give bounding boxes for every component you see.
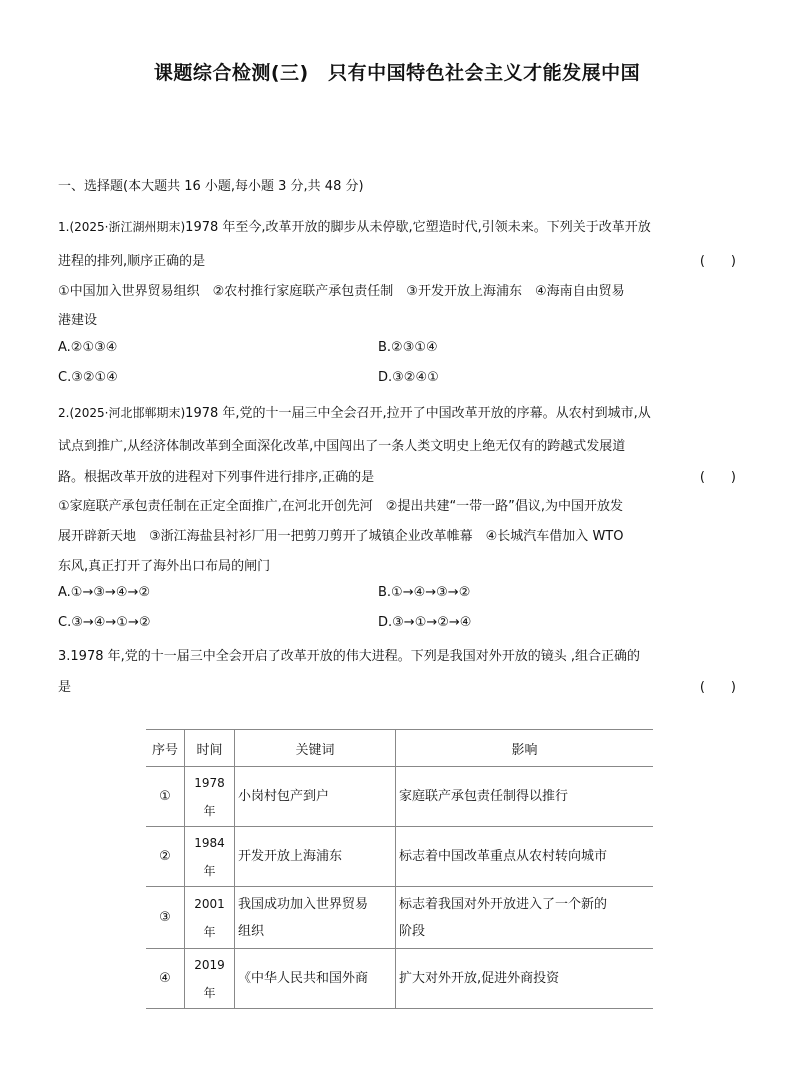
q1-option-d: D.③②④①: [378, 370, 439, 385]
q1-option-b: B.②③①④: [378, 340, 438, 355]
table-row: [146, 949, 653, 1009]
row-year-unit: 年: [203, 803, 216, 818]
row-keyword: [235, 887, 396, 949]
q2-option-c: C.③→④→①→②: [58, 615, 151, 630]
row-keyword-line: 我国成功加入世界贸易: [238, 896, 369, 912]
row-effect: [396, 949, 654, 1009]
table-header-effect: 影响: [396, 730, 654, 767]
q3-line-2: 是: [58, 680, 72, 695]
row-year: [185, 887, 235, 949]
q3-table: [146, 729, 653, 1009]
q1-option-a: A.②①③④: [58, 340, 118, 355]
row-number: ①: [146, 767, 185, 827]
row-effect-line: 标志着我国对外开放进入了一个新的: [399, 896, 608, 912]
row-year-unit: 年: [203, 863, 216, 878]
row-keyword: [235, 827, 396, 887]
q2-option-b: B.①→④→③→②: [378, 585, 471, 600]
section-heading: 一、选择题(本大题共 16 小题,每小题 3 分,共 48 分): [58, 179, 364, 194]
q2-source: 2.(2025·河北邯郸期末): [58, 406, 186, 420]
row-year: [185, 949, 235, 1009]
q1-source: 1.(2025·浙江湖州期末): [58, 220, 186, 234]
row-keyword: [235, 949, 396, 1009]
q1-option-c: C.③②①④: [58, 370, 118, 385]
table-row: [146, 827, 653, 887]
row-number: ③: [146, 887, 185, 949]
row-keyword-line: 小岗村包产到户: [238, 789, 330, 804]
row-keyword: [235, 767, 396, 827]
table-row: [146, 767, 653, 827]
row-number: ④: [146, 949, 185, 1009]
q2-option-a: A.①→③→④→②: [58, 585, 151, 600]
q2-line-6: 东风,真正打开了海外出口布局的闸门: [58, 559, 271, 574]
q2-stem-start: 1978 年,党的十一届三中全会召开,拉开了中国改革开放的序幕。从农村到城市,从: [185, 406, 651, 421]
q1-answer-paren: ( ): [699, 254, 736, 269]
row-effect-line: 阶段: [399, 923, 426, 939]
q3-line-1: 3.1978 年,党的十一届三中全会开启了改革开放的伟大进程。下列是我国对外开放的镜头 ,组合正确的: [58, 649, 641, 664]
row-year-value: 2019: [194, 957, 225, 972]
row-effect: [396, 767, 654, 827]
table-header-no: 序号: [146, 730, 185, 767]
q1-stem-start: 1978 年至今,改革开放的脚步从未停歇,它塑造时代,引领未来。下列关于改革开放: [185, 220, 651, 235]
q1-line-1: [58, 216, 738, 235]
table-header-time: 时间: [185, 730, 235, 767]
q1-line-4: 港建设: [58, 313, 98, 328]
row-effect-line: 家庭联产承包责任制得以推行: [399, 789, 569, 804]
q2-line-1: [58, 402, 738, 421]
row-number: ②: [146, 827, 185, 887]
row-year: [185, 767, 235, 827]
row-effect: [396, 827, 654, 887]
table-row: [146, 887, 653, 949]
q2-line-2: 试点到推广,从经济体制改革到全面深化改革,中国闯出了一条人类文明史上绝无仅有的跨越式发展道: [58, 439, 626, 454]
row-year-value: 1984: [194, 835, 225, 850]
row-effect-line: 扩大对外开放,促进外商投资: [399, 971, 560, 986]
table-header-row: [146, 730, 653, 767]
row-effect: [396, 887, 654, 949]
q2-answer-paren: ( ): [699, 470, 736, 485]
q1-line-3: ①中国加入世界贸易组织 ②农村推行家庭联产承包责任制 ③开发开放上海浦东 ④海南自由贸易: [58, 284, 625, 299]
row-year-unit: 年: [203, 924, 216, 939]
row-year-value: 1978: [194, 775, 225, 790]
page-title: 课题综合检测(三) 只有中国特色社会主义才能发展中国: [153, 62, 641, 84]
row-keyword-line: 组织: [238, 923, 265, 939]
row-effect-line: 标志着中国改革重点从农村转向城市: [399, 849, 608, 864]
table-header-keyword: 关键词: [235, 730, 396, 767]
q2-line-4: ①家庭联产承包责任制在正定全面推广,在河北开创先河 ②提出共建“一带一路”倡议,为中国开放发: [58, 499, 624, 514]
q2-line-3: 路。根据改革开放的进程对下列事件进行排序,正确的是: [58, 470, 375, 485]
row-year: [185, 827, 235, 887]
row-keyword-line: 开发开放上海浦东: [238, 849, 343, 864]
q2-option-d: D.③→①→②→④: [378, 615, 472, 630]
row-keyword-line: 《中华人民共和国外商: [238, 971, 369, 986]
q1-line-2: 进程的排列,顺序正确的是: [58, 254, 206, 269]
row-year-unit: 年: [203, 985, 216, 1000]
q2-line-5: 展开辟新天地 ③浙江海盐县衬衫厂用一把剪刀剪开了城镇企业改革帷幕 ④长城汽车借加入 WTO: [58, 529, 624, 544]
row-year-value: 2001: [194, 896, 225, 911]
q3-answer-paren: ( ): [699, 680, 736, 695]
